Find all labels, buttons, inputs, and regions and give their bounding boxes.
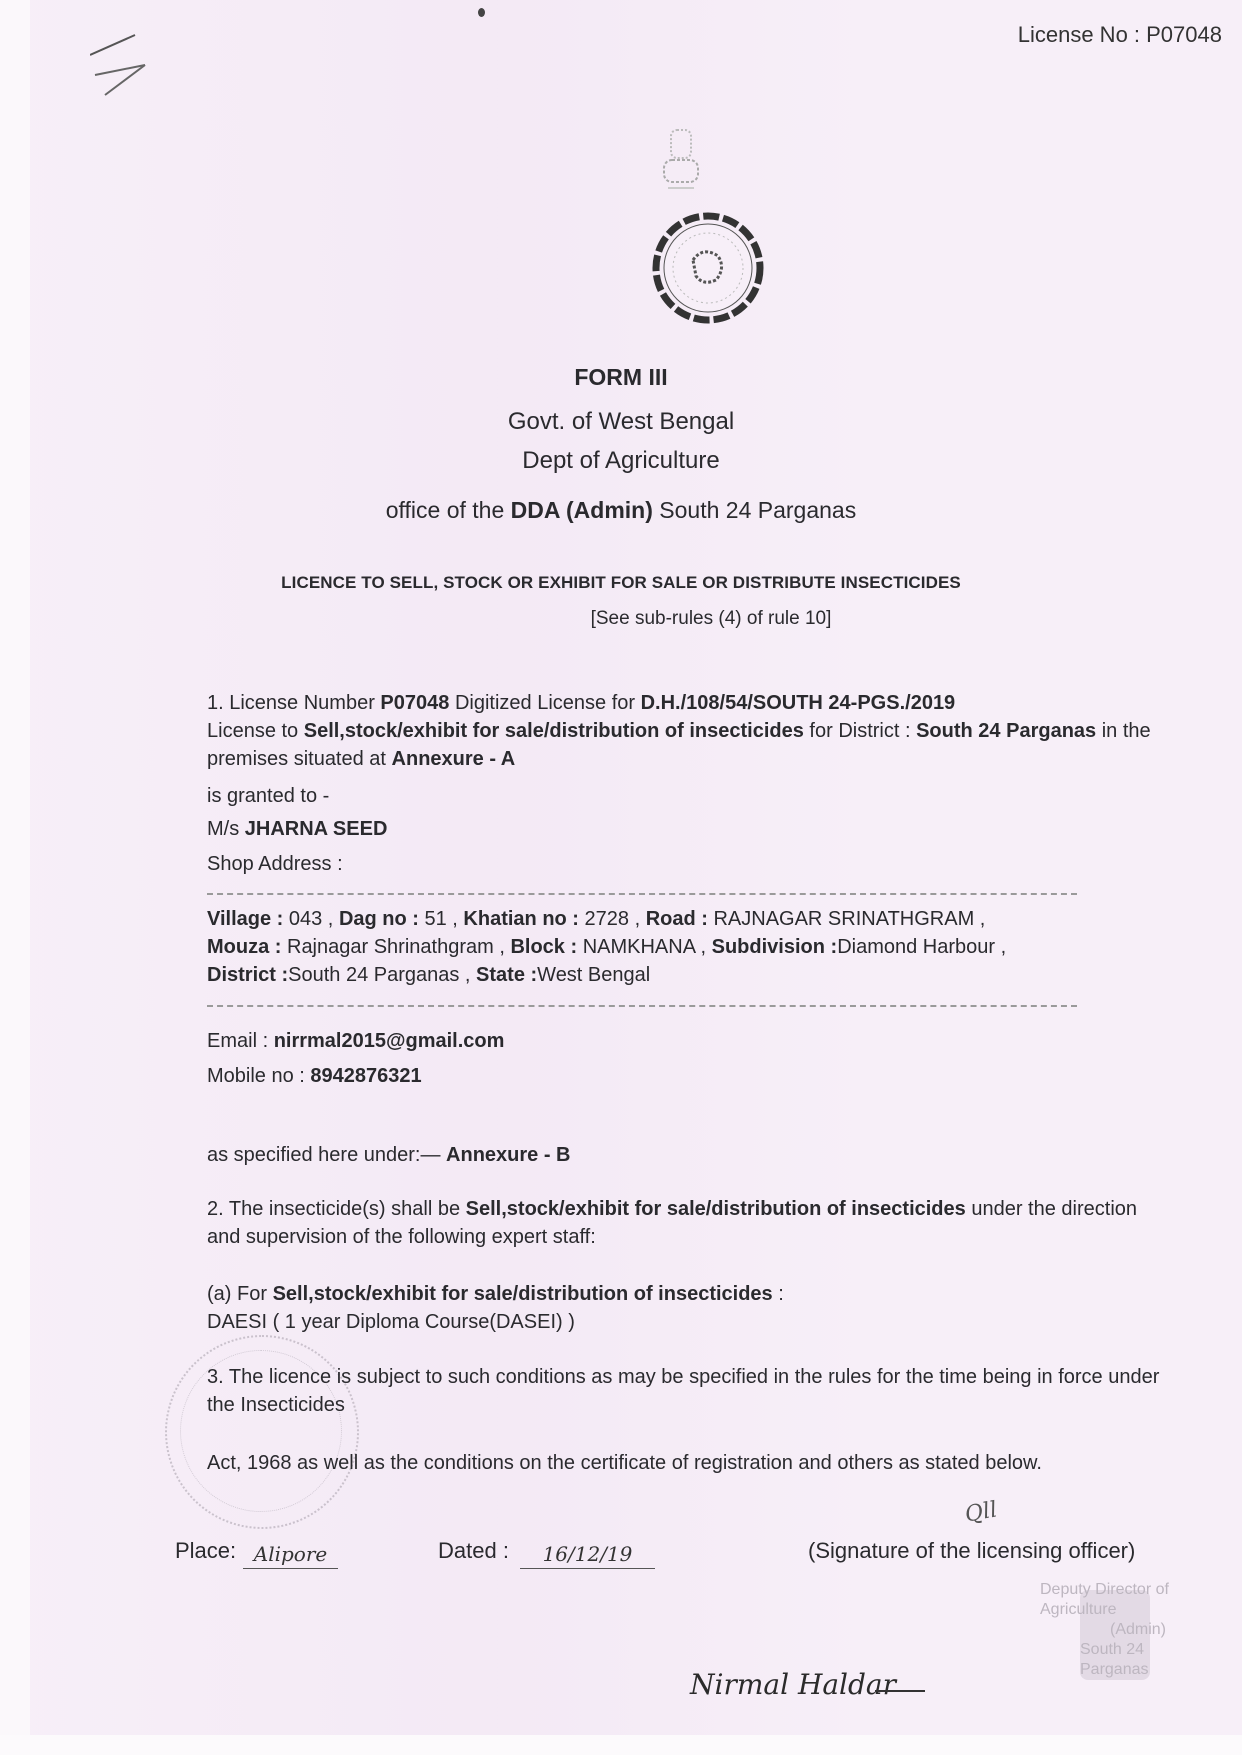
- scan-speck: [478, 8, 485, 17]
- firm-name: JHARNA SEED: [244, 818, 388, 840]
- handwritten-signature: Nirmal Haldar: [690, 1668, 897, 1701]
- district-value: South 24 Parganas ,: [288, 964, 477, 986]
- license-type: Sell,stock/exhibit for sale/distribution of insecticides: [303, 720, 804, 742]
- qualification: DAESI ( 1 year Diploma Course(DASEI) ): [207, 1311, 575, 1333]
- text: in the premises situated at: [207, 720, 1151, 770]
- section-3-conditions: 3. The licence is subject to such conditions as may be specified in the rules for the time being in force under the Insecticides: [207, 1366, 1160, 1416]
- specified-text: as specified here under:—: [207, 1144, 447, 1166]
- mobile-line: [207, 1062, 1167, 1090]
- village-value: 043 ,: [283, 908, 339, 930]
- text: under the direction and supervision of the following expert staff:: [207, 1198, 1138, 1248]
- national-emblem-icon: [656, 125, 706, 205]
- shop-address: [207, 905, 1167, 989]
- specified-line: [207, 1141, 1167, 1169]
- section-2a-expert-staff: [207, 1280, 1167, 1336]
- stamp-line: Deputy Director of Agriculture: [1040, 1581, 1169, 1618]
- state-value: West Bengal: [537, 964, 651, 986]
- licence-heading: LICENCE TO SELL, STOCK OR EXHIBIT FOR SALE OR DISTRIBUTE INSECTICIDES: [281, 573, 961, 592]
- district: South 24 Parganas: [916, 720, 1097, 742]
- west-bengal-seal-icon: [648, 208, 768, 333]
- office-line: [0, 497, 1242, 524]
- officer-designation-stamp: [1040, 1580, 1215, 1680]
- office-prefix: office of the: [385, 497, 511, 523]
- text: Digitized License for: [449, 692, 641, 714]
- block-label: Block :: [510, 936, 578, 958]
- dag-value: 51 ,: [418, 908, 464, 930]
- mobile-value: 8942876321: [310, 1065, 422, 1087]
- ms-prefix: M/s: [207, 818, 245, 840]
- text: for District :: [803, 720, 917, 742]
- signature-label: (Signature of the licensing officer): [808, 1538, 1136, 1563]
- email-line: [207, 1027, 1167, 1055]
- license-number: P07048: [380, 692, 450, 714]
- mobile-label: Mobile no :: [207, 1065, 311, 1087]
- dag-label: Dag no :: [338, 908, 419, 930]
- divider: [207, 1005, 1077, 1007]
- department-name: Dept of Agriculture: [522, 447, 720, 474]
- email-label: Email :: [207, 1030, 274, 1052]
- scan-border: [0, 0, 30, 1755]
- dated-label: Dated :: [438, 1538, 509, 1563]
- text: 2. The insecticide(s) shall be: [207, 1198, 466, 1220]
- digitized-license-ref: D.H./108/54/SOUTH 24-PGS./2019: [640, 692, 956, 714]
- scan-border-bottom: [0, 1735, 1242, 1755]
- khatian-label: Khatian no :: [463, 908, 579, 930]
- grantee-name: [207, 815, 1167, 843]
- divider: [207, 893, 1077, 895]
- text: License to: [207, 720, 304, 742]
- government-name: Govt. of West Bengal: [507, 408, 735, 435]
- license-number-header: License No : P07048: [1017, 22, 1222, 47]
- section-2-supervision: [207, 1195, 1167, 1251]
- dated-value: 16/12/19: [520, 1542, 655, 1569]
- annexure-b: Annexure - B: [446, 1144, 571, 1166]
- mouza-value: Rajnagar Shrinathgram ,: [281, 936, 511, 958]
- place-label: Place:: [175, 1538, 237, 1563]
- mouza-label: Mouza :: [207, 936, 282, 958]
- khatian-value: 2728 ,: [578, 908, 646, 930]
- officer-initials: Qll: [963, 1497, 1000, 1528]
- email-value: nirrmal2015@gmail.com: [273, 1030, 505, 1052]
- annexure-a: Annexure - A: [391, 748, 516, 770]
- text: :: [772, 1283, 784, 1305]
- text: (a) For: [207, 1283, 273, 1305]
- corner-tick-mark-icon: [90, 30, 150, 105]
- section-3-conditions-cont: Act, 1968 as well as the conditions on the certificate of registration and others as stated below.: [207, 1452, 1042, 1474]
- license-type: Sell,stock/exhibit for sale/distribution of insecticides: [465, 1198, 966, 1220]
- state-label: State :: [476, 964, 538, 986]
- sub-rules-reference: [See sub-rules (4) of rule 10]: [590, 608, 832, 629]
- subdivision-value: Diamond Harbour ,: [837, 936, 1007, 958]
- granted-to-label: is granted to -: [207, 785, 330, 807]
- district-label: District :: [207, 964, 289, 986]
- village-label: Village :: [207, 908, 284, 930]
- office-suffix: South 24 Parganas: [652, 497, 857, 523]
- shop-address-label: Shop Address :: [207, 853, 343, 875]
- license-type: Sell,stock/exhibit for sale/distribution of insecticides: [272, 1283, 773, 1305]
- office-designation: DDA (Admin): [510, 497, 653, 523]
- section-1-license-details: [207, 689, 1167, 773]
- text: 1. License Number: [207, 692, 381, 714]
- form-title: FORM III: [574, 364, 668, 390]
- road-value: RAJNAGAR SRINATHGRAM ,: [707, 908, 986, 930]
- subdivision-label: Subdivision :: [711, 936, 838, 958]
- road-label: Road :: [645, 908, 708, 930]
- place-value: Alipore: [243, 1542, 338, 1569]
- stamp-line: South 24 Parganas: [1080, 1641, 1149, 1678]
- block-value: NAMKHANA ,: [577, 936, 712, 958]
- stamp-line: (Admin): [1110, 1621, 1167, 1638]
